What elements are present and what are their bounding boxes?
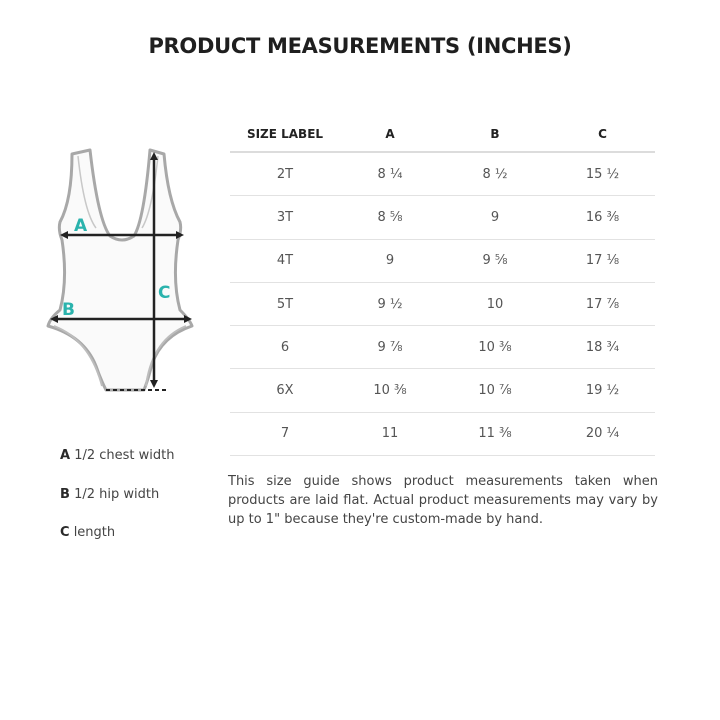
table-row: 7 11 11 ⅜ 20 ¼ [230,413,655,456]
label-a: A [74,216,88,236]
legend [60,448,174,564]
size-guide-note: This size guide shows product measurements taken when products are laid flat. Actual product measurements may vary by up to 1" because they're custom-made by hand. [228,474,658,527]
garment-outline [48,150,192,390]
table-row: 4T 9 9 ⅝ 17 ⅛ [230,240,655,283]
table-row: 6 9 ⅞ 10 ⅜ 18 ¾ [230,326,655,369]
page-title: PRODUCT MEASUREMENTS (INCHES) [148,34,572,58]
table-row: 2T 8 ¼ 8 ½ 15 ½ [230,153,655,196]
table-row: 5T 9 ½ 10 17 ⅞ [230,283,655,326]
table-header: SIZE LABEL A B C [230,116,655,153]
legend-item: A 1/2 chest width [60,448,175,463]
legend-item: C length [60,525,116,540]
label-c: C [158,283,171,303]
size-table [230,116,655,456]
table-row: 3T 8 ⅝ 9 16 ⅜ [230,196,655,239]
legend-item: B 1/2 hip width [60,486,160,502]
label-b: B [62,300,75,320]
bodysuit-diagram [40,140,210,400]
table-row: 6X 10 ⅜ 10 ⅞ 19 ½ [230,369,655,412]
